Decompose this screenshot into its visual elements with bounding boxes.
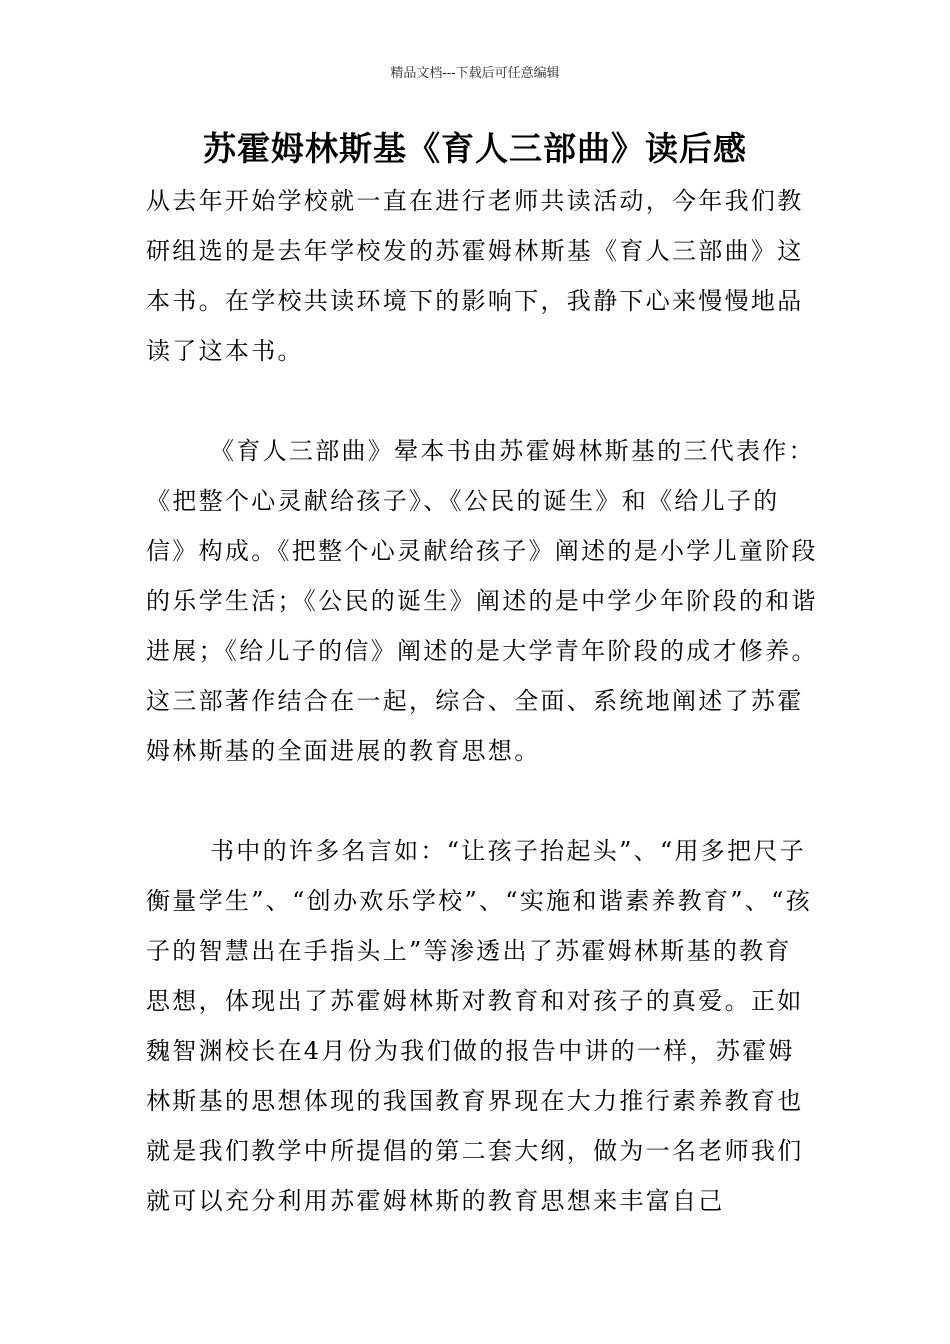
paragraph-spacer <box>146 376 818 426</box>
paragraph-2: 《育人三部曲》晕本书由苏霍姆林斯基的三代表作：《把整个心灵献给孩子》、《公民的诞生》和《给儿子的信》构成。《把整个心灵献给孩子》阐述的是小学儿童阶段的乐学生活；《公民的诞生》阐述的是中学少年阶段的和谐进展；《给儿子的信》阐述的是大学青年阶段的成才修养。这三部著作结合在一起，综合、全面、系统地阐述了苏霍姆林斯基的全面进展的教育思想。 <box>146 437 818 765</box>
document-body <box>146 176 818 1226</box>
paragraph-spacer <box>146 776 818 826</box>
document-title: 苏霍姆林斯基《育人三部曲》读后感 <box>203 129 747 168</box>
header-note: 精品文档---下载后可任意编辑 <box>390 66 560 81</box>
paragraph-3: 书中的许多名言如：“让孩子抬起头”、“用多把尺子衡量学生”、“创办欢乐学校”、“实施和谐素养教育”、“孩子的智慧出在手指头上”等渗透出了苏霍姆林斯基的教育思想，体现出了苏霍姆林斯对教育和对孩子的真爱。正如魏智渊校长在4月份为我们做的报告中讲的一样，苏霍姆林斯基的思想体现的我国教育界现在大力推行素养教育也就是我们教学中所提倡的第二套大纲，做为一名老师我们就可以充分利用苏霍姆林斯的教育思想来丰富自己 <box>146 837 813 1215</box>
paragraph-1: 从去年开始学校就一直在进行老师共读活动，今年我们教研组选的是去年学校发的苏霍姆林斯基《育人三部曲》这本书。在学校共读环境下的影响下，我静下心来慢慢地品读了这本书。 <box>146 187 804 365</box>
